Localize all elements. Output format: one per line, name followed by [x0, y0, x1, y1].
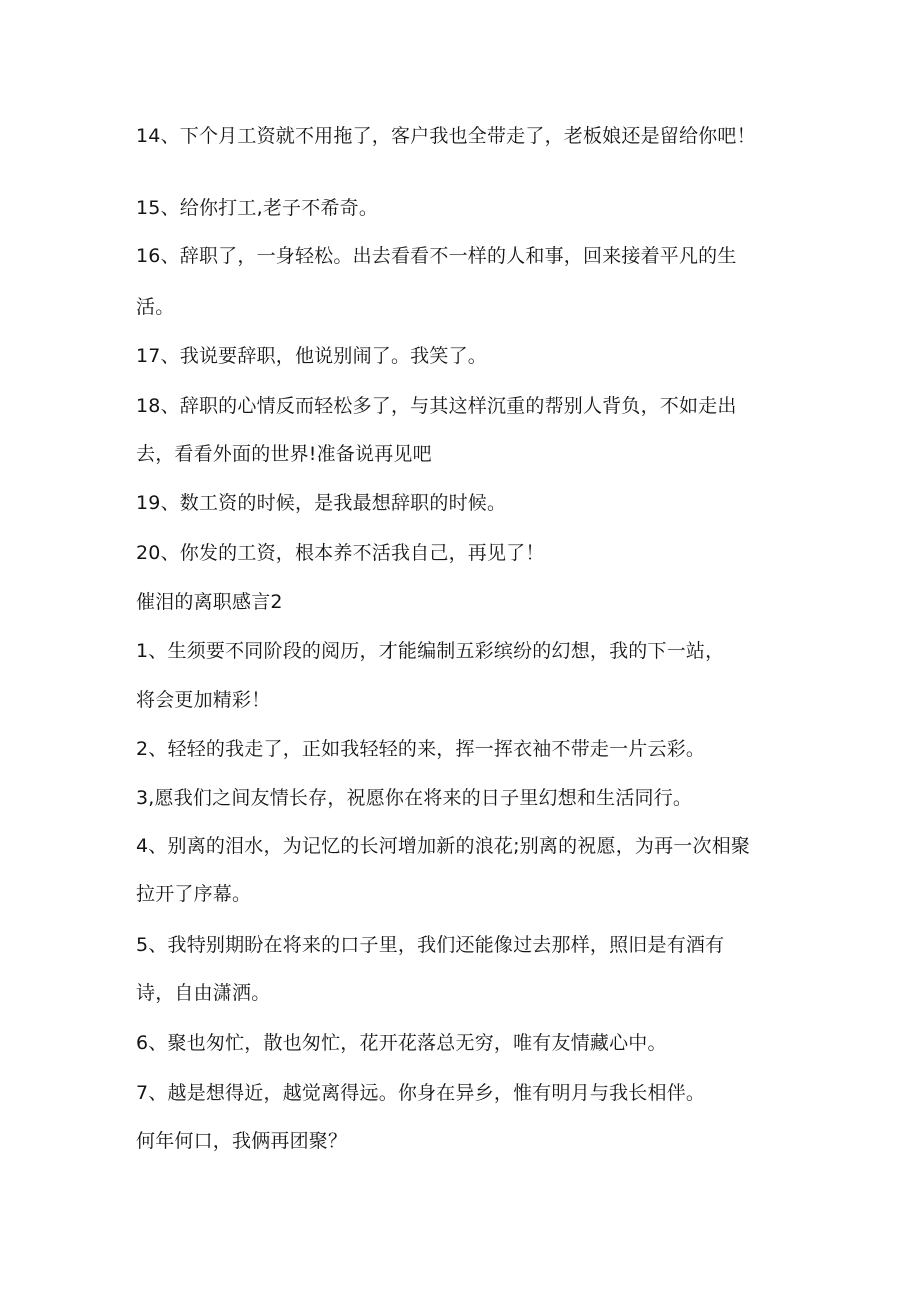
text-line: 将会更加精彩！ — [136, 689, 271, 711]
text-line: 4、别离的泪水，为记忆的长河增加新的浪花;别离的祝愿，为再一次相聚 — [136, 835, 751, 857]
text-line: 活。 — [136, 296, 175, 318]
text-line: 18、辞职的心情反而轻松多了，与其这样沉重的帮别人背负，不如走出 — [136, 395, 737, 417]
text-line: 15、给你打工,老子不希奇。 — [136, 197, 379, 219]
text-line: 拉开了序幕。 — [136, 883, 252, 905]
text-line: 20、你发的工资，根本养不活我自己，再见了！ — [136, 542, 545, 564]
text-line: 14、下个月工资就不用拖了，客户我也全带走了，老板娘还是留给你吧！ — [136, 125, 756, 147]
text-line: 何年何口，我俩再团聚？ — [136, 1130, 348, 1152]
text-line: 17、我说要辞职，他说别闹了。我笑了。 — [136, 345, 487, 367]
text-line: 5、我特别期盼在将来的口子里，我们还能像过去那样，照旧是有酒有 — [136, 934, 725, 956]
text-line: 6、聚也匆忙，散也匆忙，花开花落总无穷，唯有友情藏心中。 — [136, 1032, 667, 1054]
text-line: 3,愿我们之间友情长存，祝愿你在将来的日子里幻想和生活同行。 — [136, 787, 693, 809]
text-line: 7、越是想得近，越觉离得远。你身在异乡，惟有明月与我长相伴。 — [136, 1082, 706, 1104]
text-line: 2、轻轻的我走了，正如我轻轻的来，挥一挥衣袖不带走一片云彩。 — [136, 738, 706, 760]
section-heading: 催泪的离职感言2 — [136, 591, 283, 613]
text-line: 16、辞职了，一身轻松。出去看看不一样的人和事，回来接着平凡的生 — [136, 245, 737, 267]
text-line: 去，看看外面的世界!准备说再见吧 — [136, 443, 432, 465]
text-line: 1、生须要不同阶段的阅历，才能编制五彩缤纷的幻想，我的下一站， — [136, 640, 725, 662]
text-line: 诗，自由潇洒。 — [136, 982, 271, 1004]
text-line: 19、数工资的时候，是我最想辞职的时候。 — [136, 492, 507, 514]
